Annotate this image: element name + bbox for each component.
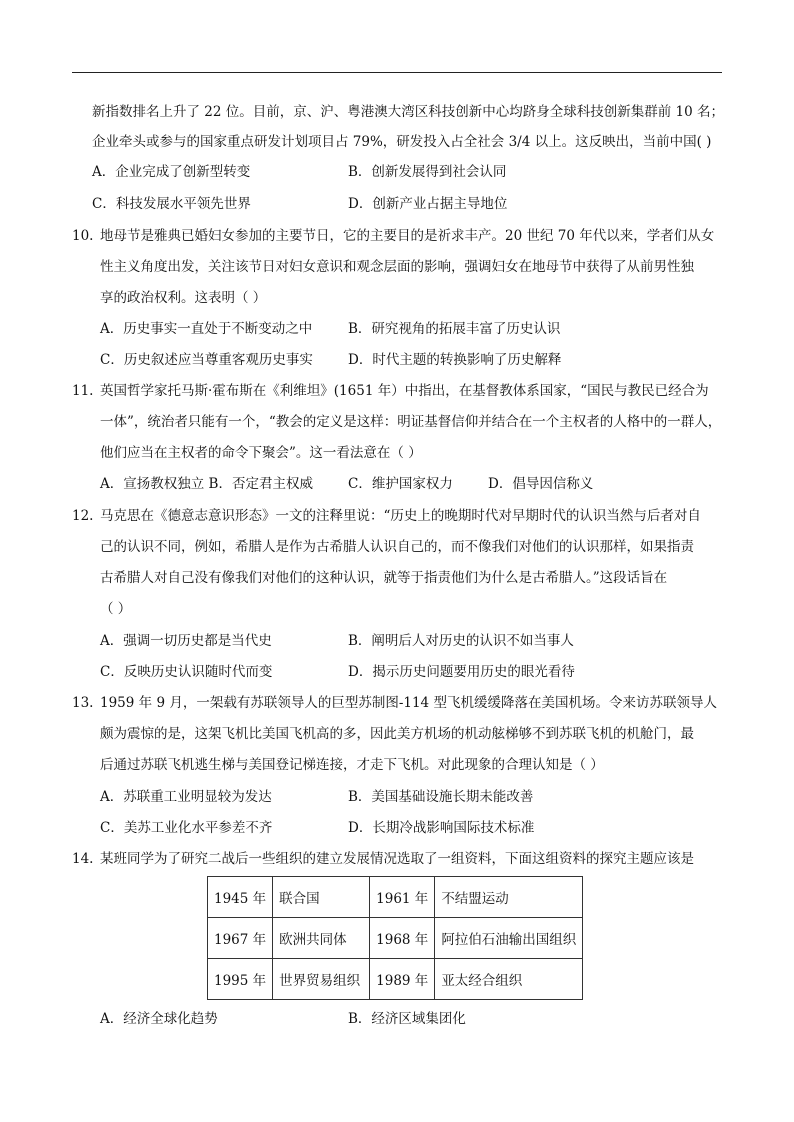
table-cell-org: 阿拉伯石油输出国组织: [435, 918, 583, 959]
table-cell-org: 不结盟运动: [435, 877, 583, 918]
q13-line-2: 颇为震惊的是，这架飞机比美国飞机高的多，因此美方机场的机动舷梯够不到苏联飞机的机舱门，最: [100, 726, 694, 742]
q12-number: 12.: [72, 508, 94, 524]
q13-number: 13.: [72, 695, 94, 711]
table-cell-org: 亚太经合组织: [435, 959, 583, 1000]
q12-answer-blank: （ ）: [100, 601, 132, 617]
q12-option-d: D．揭示历史问题要用历史的眼光看待: [348, 664, 575, 680]
q12-line-2: 己的认识不同，例如，希腊人是作为古希腊人认识自己的，而不像我们对他们的认识那样，如果指责: [100, 539, 694, 555]
table-cell-org: 世界贸易组织: [273, 959, 370, 1000]
q14-line-1: 某班同学为了研究二战后一些组织的建立发展情况选取了一组资料，下面这组资料的探究主题应该是: [100, 851, 694, 867]
q13-option-a: A．苏联重工业明显较为发达: [100, 789, 272, 805]
q10-option-c: C．历史叙述应当尊重客观历史事实: [100, 352, 313, 368]
table-cell-year: 1945 年: [208, 877, 273, 918]
q14-number: 14.: [72, 851, 94, 867]
q13-line-1: 1959 年 9 月，一架载有苏联领导人的巨型苏制图-114 型飞机缓缓降落在美国机场。令来访苏联领导人: [100, 695, 717, 711]
table-cell-year: 1995 年: [208, 959, 273, 1000]
q13-line-3: 后通过苏联飞机逃生梯与美国登记梯连接，才走下飞机。对此现象的合理认知是（ ）: [100, 757, 604, 773]
q10-option-d: D．时代主题的转换影响了历史解释: [348, 352, 562, 368]
q11-line-1: 英国哲学家托马斯·霍布斯在《利维坦》(1651 年）中指出，在基督教体系国家，“国民与教民已经合为: [100, 383, 709, 399]
q10-number: 10.: [72, 228, 94, 244]
q9-line-2: 企业牵头或参与的国家重点研发计划项目占 79%，研发投入占全社会 3/4 以上。这反映出，当前中国( ): [92, 134, 712, 150]
q11-option-c: C．维护国家权力: [348, 476, 453, 492]
table-cell-org: 联合国: [273, 877, 370, 918]
q13-option-c: C．美苏工业化水平参差不齐: [100, 820, 273, 836]
table-cell-year: 1989 年: [370, 959, 435, 1000]
q12-option-a: A．强调一切历史都是当代史: [100, 633, 272, 649]
table-cell-year: 1961 年: [370, 877, 435, 918]
table-cell-org: 欧洲共同体: [273, 918, 370, 959]
q10-line-1: 地母节是雅典已婚妇女参加的主要节日，它的主要目的是祈求丰产。20 世纪 70 年代以来，学者们从女: [100, 228, 715, 244]
q12-option-b: B．阐明后人对历史的认识不如当事人: [348, 633, 574, 649]
q12-line-3: 古希腊人对自己没有像我们对他们的这种认识，就等于指责他们为什么是古希腊人。”这段话旨在: [100, 570, 668, 586]
q10-option-a: A．历史事实一直处于不断变动之中: [100, 321, 313, 337]
table-row: [208, 959, 583, 1000]
q10-line-3: 享的政治权利。这表明（ ）: [100, 290, 267, 306]
q12-option-c: C．反映历史认识随时代而变: [100, 664, 273, 680]
q11-option-a-b: A．宣扬教权独立 B．否定君主权威: [100, 476, 313, 492]
q13-option-d: D．长期冷战影响国际技术标准: [348, 820, 535, 836]
table-row: [208, 877, 583, 918]
q11-option-d: D．倡导因信称义: [488, 476, 594, 492]
table-row: [208, 918, 583, 959]
q14-option-a: A．经济全球化趋势: [100, 1011, 218, 1027]
q10-option-b: B．研究视角的拓展丰富了历史认识: [348, 321, 561, 337]
organizations-table: [207, 876, 583, 1000]
q13-option-b: B．美国基础设施长期未能改善: [348, 789, 534, 805]
q11-line-2: 一体”，统治者只能有一个，“教会的定义是这样：明证基督信仰并结合在一个主权者的人格中的一群人，: [100, 414, 722, 430]
q12-line-1: 马克思在《德意志意识形态》一文的注释里说：“历史上的晚期时代对早期时代的认识当然与后者对自: [100, 508, 701, 524]
table-cell-year: 1967 年: [208, 918, 273, 959]
q9-line-1: 新指数排名上升了 22 位。目前，京、沪、粤港澳大湾区科技创新中心均跻身全球科技创新集群前 10 名；: [92, 104, 725, 120]
header-rule: [72, 72, 722, 73]
q11-number: 11.: [72, 383, 94, 399]
q11-line-3: 他们应当在主权者的命令下聚会”。这一看法意在（ ）: [100, 445, 422, 461]
q9-option-c: C．科技发展水平领先世界: [92, 196, 251, 212]
q14-option-b: B．经济区域集团化: [348, 1011, 466, 1027]
table-cell-year: 1968 年: [370, 918, 435, 959]
q9-option-a: A．企业完成了创新型转变: [92, 164, 251, 180]
q9-option-d: D．创新产业占据主导地位: [348, 196, 508, 212]
q10-line-2: 性主义角度出发，关注该节日对妇女意识和观念层面的影响，强调妇女在地母节中获得了从前男性独: [100, 259, 694, 275]
q9-option-b: B．创新发展得到社会认同: [348, 164, 507, 180]
